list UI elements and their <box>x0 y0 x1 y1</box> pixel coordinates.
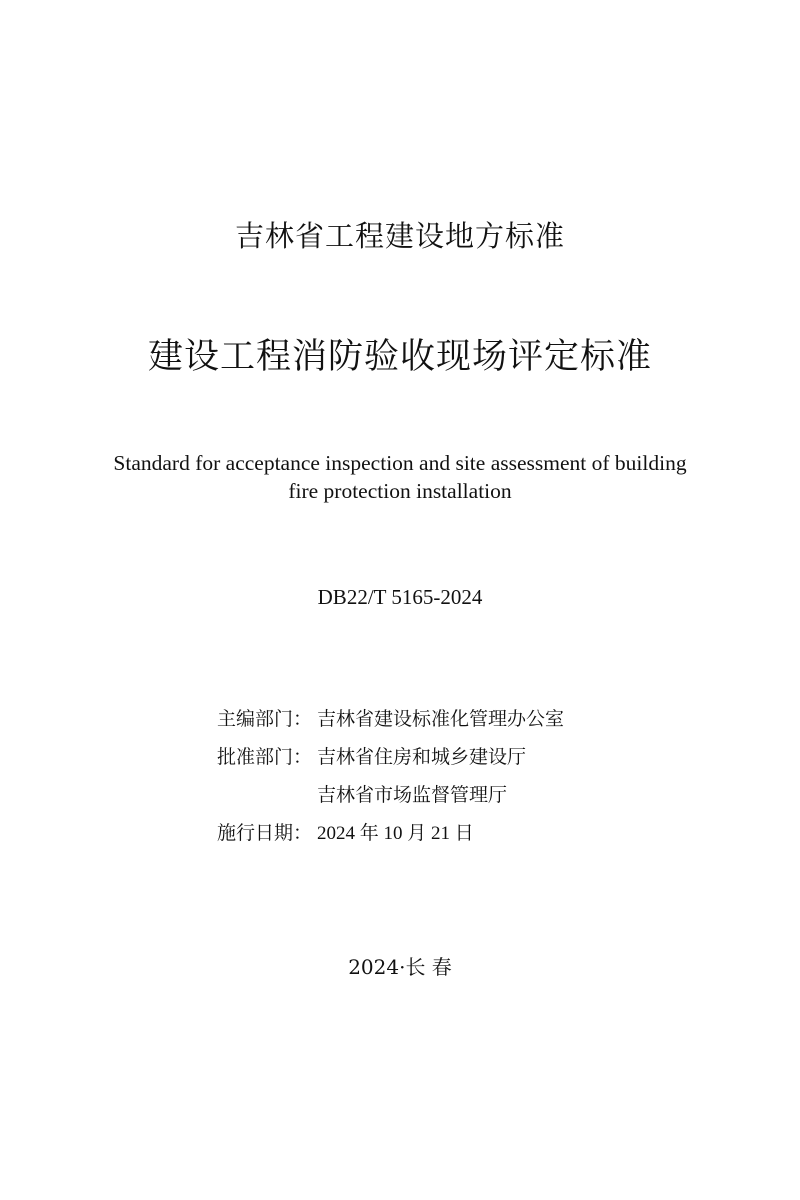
approver-row-2 <box>217 776 564 814</box>
editor-value: 吉林省建设标准化管理办公室 <box>317 708 565 730</box>
english-title <box>0 449 800 505</box>
date-row <box>217 814 564 852</box>
editor-label: 主编部门： <box>217 708 313 730</box>
approver-label: 批准部门： <box>217 746 313 768</box>
english-title-line-2: fire protection installation <box>288 479 512 503</box>
approver-value-1: 吉林省住房和城乡建设厅 <box>317 746 527 768</box>
editor-row <box>217 700 564 738</box>
date-label: 施行日期： <box>217 822 313 844</box>
english-title-line-1: Standard for acceptance inspection and site assessment of building <box>113 451 687 475</box>
date-value: 2024 年 10 月 21 日 <box>317 823 474 844</box>
chinese-title: 建设工程消防验收现场评定标准 <box>147 337 652 377</box>
publication-info <box>217 700 564 852</box>
place-and-year: 2024·长 春 <box>348 955 452 979</box>
series-title: 吉林省工程建设地方标准 <box>234 219 565 253</box>
approver-value-2: 吉林省市场监督管理厅 <box>317 784 508 806</box>
approver-row <box>217 738 564 776</box>
standard-code: DB22/T 5165-2024 <box>317 585 483 609</box>
